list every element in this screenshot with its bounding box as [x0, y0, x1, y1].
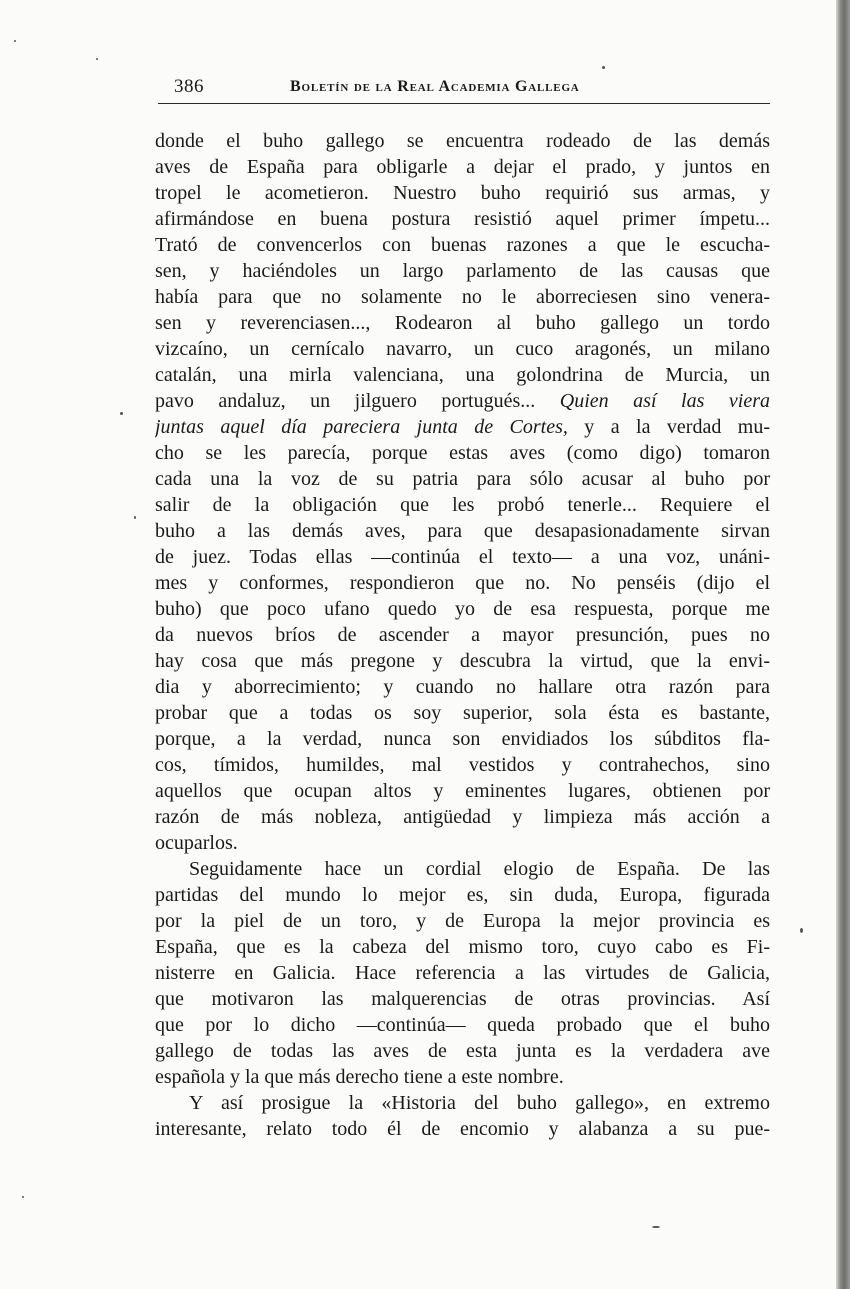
- speck: [602, 66, 605, 69]
- text-segment: pavo andaluz, un jilguero portugués...: [155, 390, 560, 412]
- text-line: donde el buho gallego se encuentra rodeado de las demás: [155, 130, 770, 152]
- page-number: 386: [174, 76, 204, 97]
- header-rule: [158, 103, 770, 104]
- speck: [96, 58, 98, 60]
- text-line: ocuparlos.: [155, 832, 238, 854]
- text-line: interesante, relato todo él de encomio y alabanza a su pue-: [155, 1118, 770, 1140]
- speck: [14, 40, 16, 42]
- text-line: dia y aborrecimiento; y cuando no hallare otra razón para: [155, 676, 770, 698]
- italic-quote: Quien así las viera: [559, 390, 770, 412]
- text-line: que motivaron las malquerencias de otras provincias. Así: [155, 988, 770, 1010]
- speck: [800, 928, 803, 933]
- text-line-mixed: [155, 414, 770, 440]
- text-line: tropel le acometieron. Nuestro buho requirió sus armas, y: [155, 182, 770, 204]
- text-line: Y así prosigue la «Historia del buho gallego», en extremo: [189, 1092, 770, 1114]
- text-line: nisterre en Galicia. Hace referencia a las virtudes de Galicia,: [155, 962, 770, 984]
- text-line: Trató de convencerlos con buenas razones a que le escucha-: [155, 234, 770, 256]
- text-line: había para que no solamente no le aborreciesen sino venera-: [155, 286, 770, 308]
- text-line: buho) que poco ufano quedo yo de esa respuesta, porque me: [155, 598, 770, 620]
- text-line: gallego de todas las aves de esta junta es la verdadera ave: [155, 1040, 770, 1062]
- speck: [134, 516, 136, 519]
- text-line: por la piel de un toro, y de Europa la mejor provincia es: [155, 910, 770, 932]
- text-line: cho se les parecía, porque estas aves (como digo) tomaron: [155, 442, 770, 464]
- text-line: vizcaíno, un cernícalo navarro, un cuco aragonés, un milano: [155, 338, 770, 360]
- text-line: catalán, una mirla valenciana, una golondrina de Murcia, un: [155, 364, 770, 386]
- text-line: Seguidamente hace un cordial elogio de España. De las: [189, 858, 770, 880]
- text-line: probar que a todas os soy superior, sola ésta es bastante,: [155, 702, 770, 724]
- text-line: española y la que más derecho tiene a este nombre.: [155, 1066, 564, 1088]
- italic-quote: juntas aquel día pareciera junta de Cortes,: [155, 416, 568, 438]
- text-line: partidas del mundo lo mejor es, sin duda, Europa, figurada: [155, 884, 770, 906]
- speck: [22, 1196, 24, 1198]
- text-line: porque, a la verdad, nunca son envidiados los súbditos fla-: [155, 728, 770, 750]
- text-line: sen y reverenciasen..., Rodearon al buho gallego un tordo: [155, 312, 770, 334]
- text-line: aquellos que ocupan altos y eminentes lugares, obtienen por: [155, 780, 770, 802]
- text-line: buho a las demás aves, para que desapasionadamente sirvan: [155, 520, 770, 542]
- page-header: [158, 76, 770, 104]
- text-line: España, que es la cabeza del mismo toro, cuyo cabo es Fi-: [155, 936, 770, 958]
- text-line: mes y conformes, respondieron que no. No penséis (dijo el: [155, 572, 770, 594]
- text-line: hay cosa que más pregone y descubra la virtud, que la envi-: [155, 650, 770, 672]
- body-text: [155, 128, 770, 1142]
- text-line: cada una la voz de su patria para sólo acusar al buho por: [155, 468, 770, 490]
- text-line: que por lo dicho —continúa— queda probado que el buho: [155, 1014, 770, 1036]
- text-line: aves de España para obligarle a dejar el prado, y juntos en: [155, 156, 770, 178]
- text-segment: y a la verdad mu-: [567, 416, 770, 438]
- scan-edge-shadow: [836, 0, 850, 1289]
- text-line: cos, tímidos, humildes, mal vestidos y contrahechos, sino: [155, 754, 770, 776]
- text-line-mixed: [155, 388, 770, 414]
- speck: [120, 412, 123, 415]
- text-line: afirmándose en buena postura resistió aquel primer ímpetu...: [155, 208, 770, 230]
- speck: [652, 1226, 660, 1228]
- running-title: Boletín de la Real Academia Gallega: [290, 78, 580, 95]
- text-line: salir de la obligación que les probó tenerle... Requiere el: [155, 494, 770, 516]
- text-line: sen, y haciéndoles un largo parlamento de las causas que: [155, 260, 770, 282]
- text-line: razón de más nobleza, antigüedad y limpieza más acción a: [155, 806, 770, 828]
- text-line: de juez. Todas ellas —continúa el texto— a una voz, unáni-: [155, 546, 770, 568]
- text-line: da nuevos bríos de ascender a mayor presunción, pues no: [155, 624, 770, 646]
